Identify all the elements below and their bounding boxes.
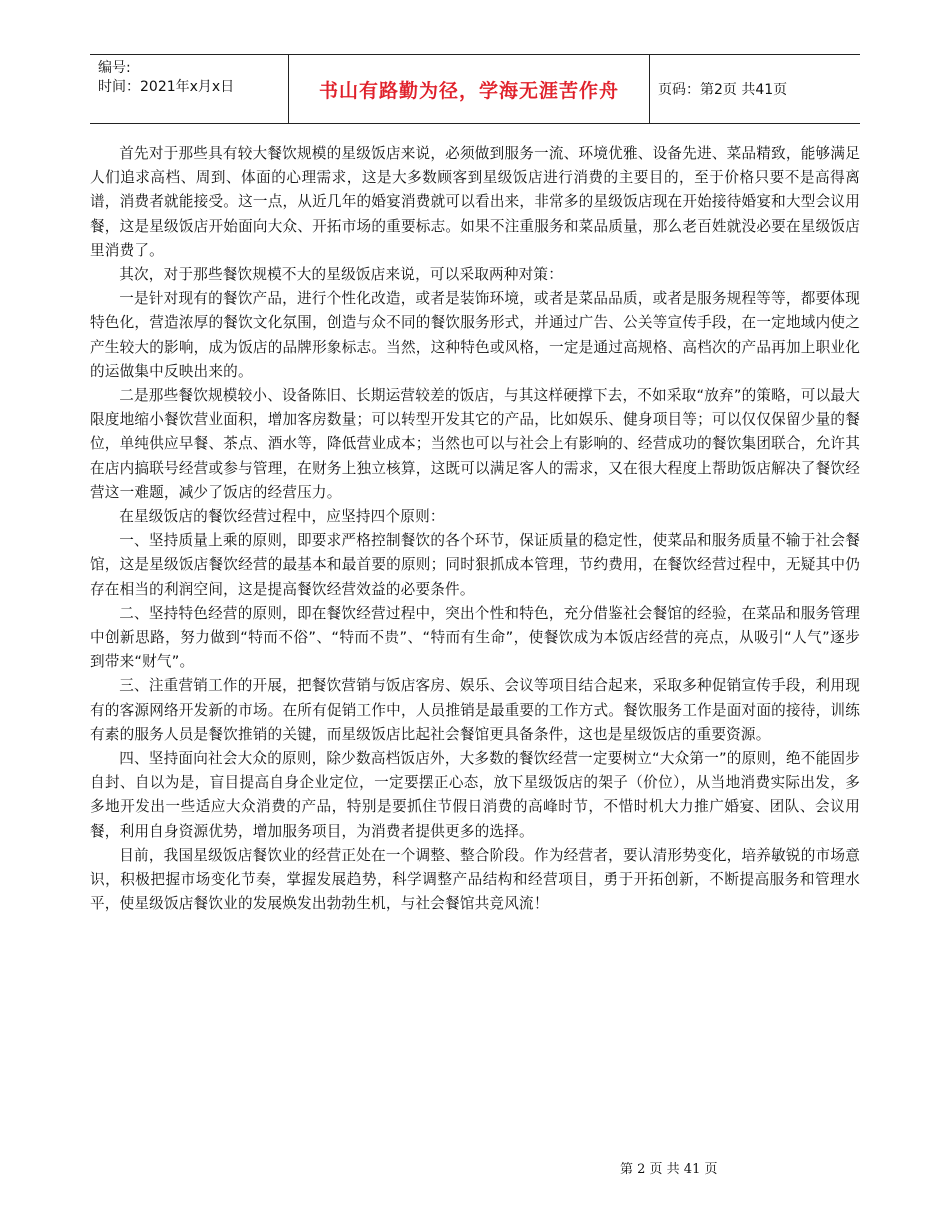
header-motto: 书山有路勤为径，学海无涯苦作舟 — [318, 79, 619, 102]
header-divider — [649, 55, 650, 123]
page-footer: 第 2 页 共 41 页 — [620, 1162, 718, 1177]
paragraph: 目前，我国星级饭店餐饮业的经营正处在一个调整、整合阶段。作为经营者，要认清形势变化，培养敏锐的市场意识，积极把握市场变化节奏，掌握发展趋势，科学调整产品结构和经营项目，勇于开拓创新，不断提高服务和管理水平，使星级饭店餐饮业的发展焕发出勃勃生机，与社会餐馆共竞风流！ — [90, 846, 860, 913]
paragraph: 一是针对现有的餐饮产品，进行个性化改造，或者是装饰环境，或者是菜品品质，或者是服务规程等等，都要体现特色化，营造浓厚的餐饮文化氛围，创造与众不同的餐饮服务形式，并通过广告、公关等宣传手段，在一定地域内使之产生较大的影响，成为饭店的品牌形象标志。当然，这种特色或风格，一定是通过高规格、高档次的产品再加上职业化的运做集中反映出来的。 — [90, 290, 860, 380]
document-time-label: 时间：2021年x月x日 — [98, 79, 235, 95]
document-number-label: 编号: — [98, 60, 131, 76]
page-header — [90, 54, 860, 124]
paragraph: 在星级饭店的餐饮经营过程中，应坚持四个原则： — [119, 508, 445, 526]
paragraph: 一、坚持质量上乘的原则，即要求严格控制餐饮的各个环节，保证质量的稳定性，使菜品和服务质量不输于社会餐馆，这是星级饭店餐饮经营的最基本和最首要的原则；同时狠抓成本管理，节约费用，在餐饮经营过程中，无疑其中仍存在相当的利润空间，这是提高餐饮经营效益的必要条件。 — [90, 532, 860, 598]
paragraph: 三、注重营销工作的开展，把餐饮营销与饭店客房、娱乐、会议等项目结合起来，采取多种促销宣传手段，利用现有的客源网络开发新的市场。在所有促销工作中，人员推销是最重要的工作方式。餐饮服务工作是面对面的接待，训练有素的服务人员是餐饮推销的关键，而星级饭店比起社会餐馆更具备条件，这也是星级饭店的重要资源。 — [90, 677, 860, 743]
paragraph: 四、坚持面向社会大众的原则，除少数高档饭店外，大多数的餐饮经营一定要树立“大众第一”的原则，绝不能固步自封、自以为是，盲目提高自身企业定位，一定要摆正心态，放下星级饭店的架子（价位），从当地消费实际出发，多多地开发出一些适应大众消费的产品，特别是要抓住节假日消费的高峰时节，不惜时机大力推广婚宴、团队、会议用餐，利用自身资源优势，增加服务项目，为消费者提供更多的选择。 — [90, 750, 860, 840]
paragraph: 二是那些餐饮规模较小、设备陈旧、长期运营较差的饭店，与其这样硬撑下去，不如采取“放弃”的策略，可以最大限度地缩小餐饮营业面积，增加客房数量；可以转型开发其它的产品，比如娱乐、健身项目等；可以仅仅保留少量的餐位，单纯供应早餐、茶点、酒水等，降低营业成本；当然也可以与社会上有影响的、经营成功的餐饮集团联合，允许其在店内搞联号经营或参与管理，在财务上独立核算，这既可以满足客人的需求，又在很大程度上帮助饭店解决了餐饮经营这一难题，减少了饭店的经营压力。 — [90, 387, 860, 501]
paragraph: 首先对于那些具有较大餐饮规模的星级饭店来说，必须做到服务一流、环境优雅、设备先进、菜品精致，能够满足人们追求高档、周到、体面的心理需求，这是大多数顾客到星级饭店进行消费的主要目的，至于价格只要不是高得离谱，消费者就能接受。这一点，从近几年的婚宴消费就可以看出来，非常多的星级饭店现在开始接待婚宴和大型会议用餐，这是星级饭店开始面向大众、开拓市场的重要标志。如果不注重服务和菜品质量，那么老百姓就没必要在星级饭店里消费了。 — [90, 145, 860, 259]
document-body — [90, 142, 860, 917]
header-page-number: 页码：第2页 共41页 — [658, 82, 788, 98]
header-meta — [98, 59, 288, 97]
paragraph: 二、坚持特色经营的原则，即在餐饮经营过程中，突出个性和特色，充分借鉴社会餐馆的经验，在菜品和服务管理中创新思路，努力做到“特而不俗”、“特而不贵”、“特而有生命”，使餐饮成为本饭店经营的亮点，从吸引“人气”逐步到带来“财气”。 — [90, 604, 860, 671]
paragraph: 其次，对于那些餐饮规模不大的星级饭店来说，可以采取两种对策： — [119, 266, 564, 284]
